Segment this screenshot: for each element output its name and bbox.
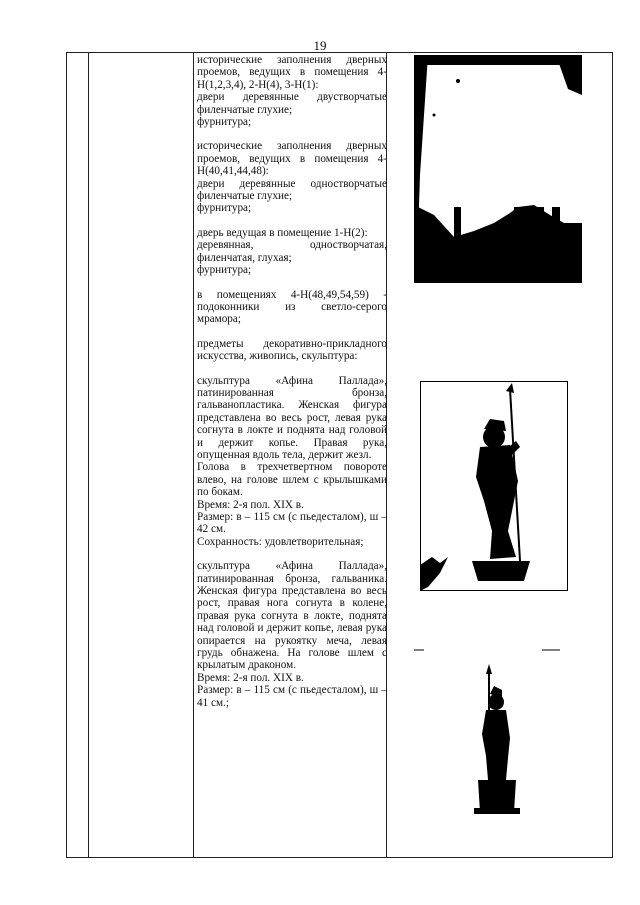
text-line: исторические заполнения дверных проемов, ведущих в помещения 4-Н(40,41,44,48): xyxy=(197,140,387,178)
page-number: 19 xyxy=(313,38,327,53)
text-line: дверь ведущая в помещение 1-Н(2): xyxy=(197,226,368,239)
text-block-doors-2 xyxy=(197,140,387,214)
text-line: Сохранность: удовлетворительная; xyxy=(197,535,364,548)
text-line: предметы декоративно-прикладного искусства, живопись, скульптура: xyxy=(197,337,387,363)
text-line: скульптура «Афина Паллада», патинированная бронза, гальваника. Женская фигура представлена во весь рост, правая нога согнута в колене, правая рука согнута в локте, поднята над головой и держит копье, левая рука опирается на рукоятку меча, левая грудь обнажена. На голове шлем с крылатым драконом. xyxy=(197,560,387,672)
text-line: Размер: в – 115 см (с пьедесталом), ш – 42 см. xyxy=(197,511,387,536)
text-line: фурнитура; xyxy=(197,202,252,215)
text-line: фурнитура; xyxy=(197,116,252,129)
description-column xyxy=(197,54,387,721)
text-line: фурнитура; xyxy=(197,264,252,277)
text-line: деревянная, одностворчатая, филенчатая, глухая; xyxy=(197,239,387,264)
text-line: скульптура «Афина Паллада», патинированная бронза, гальванопластика. Женская фигура представлена во весь рост, левая рука согнута в локте и поднята над головой и держит копье. Правая рука, опущенная вдоль тела, держит жезл. xyxy=(197,374,387,461)
text-block-door-3 xyxy=(197,227,387,277)
athena-sculpture-photo-1 xyxy=(420,381,568,591)
athena-sculpture-photo-2 xyxy=(410,648,570,818)
text-line: Время: 2-я пол. XIX в. xyxy=(197,671,304,684)
text-line: двери деревянные двустворчатые филенчатые глухие; xyxy=(197,91,387,116)
column-divider xyxy=(88,53,89,857)
text-line: Размер: в – 115 см (с пьедесталом), ш – 41 см.; xyxy=(197,684,387,709)
text-block-doors-1 xyxy=(197,54,387,128)
text-line: Голова в трехчетвертном повороте влево, на голове шлем с крылышками по бокам. xyxy=(197,461,387,499)
text-block-sills xyxy=(197,289,387,326)
column-divider xyxy=(193,53,194,857)
text-block-sculpture-1 xyxy=(197,375,387,549)
text-block-art-header xyxy=(197,338,387,363)
text-block-sculpture-2 xyxy=(197,560,387,709)
text-line: Время: 2-я пол. XIX в. xyxy=(197,498,304,511)
interior-photo xyxy=(414,55,582,283)
text-line: в помещениях 4-Н(48,49,54,59) - подоконники из светло-серого мрамора; xyxy=(197,288,387,326)
text-line: исторические заполнения дверных проемов, ведущих в помещения 4-Н(1,2,3,4), 2-Н(4), 3-Н(1): xyxy=(197,54,387,91)
text-line: двери деревянные одностворчатые филенчатые глухие; xyxy=(197,177,387,203)
